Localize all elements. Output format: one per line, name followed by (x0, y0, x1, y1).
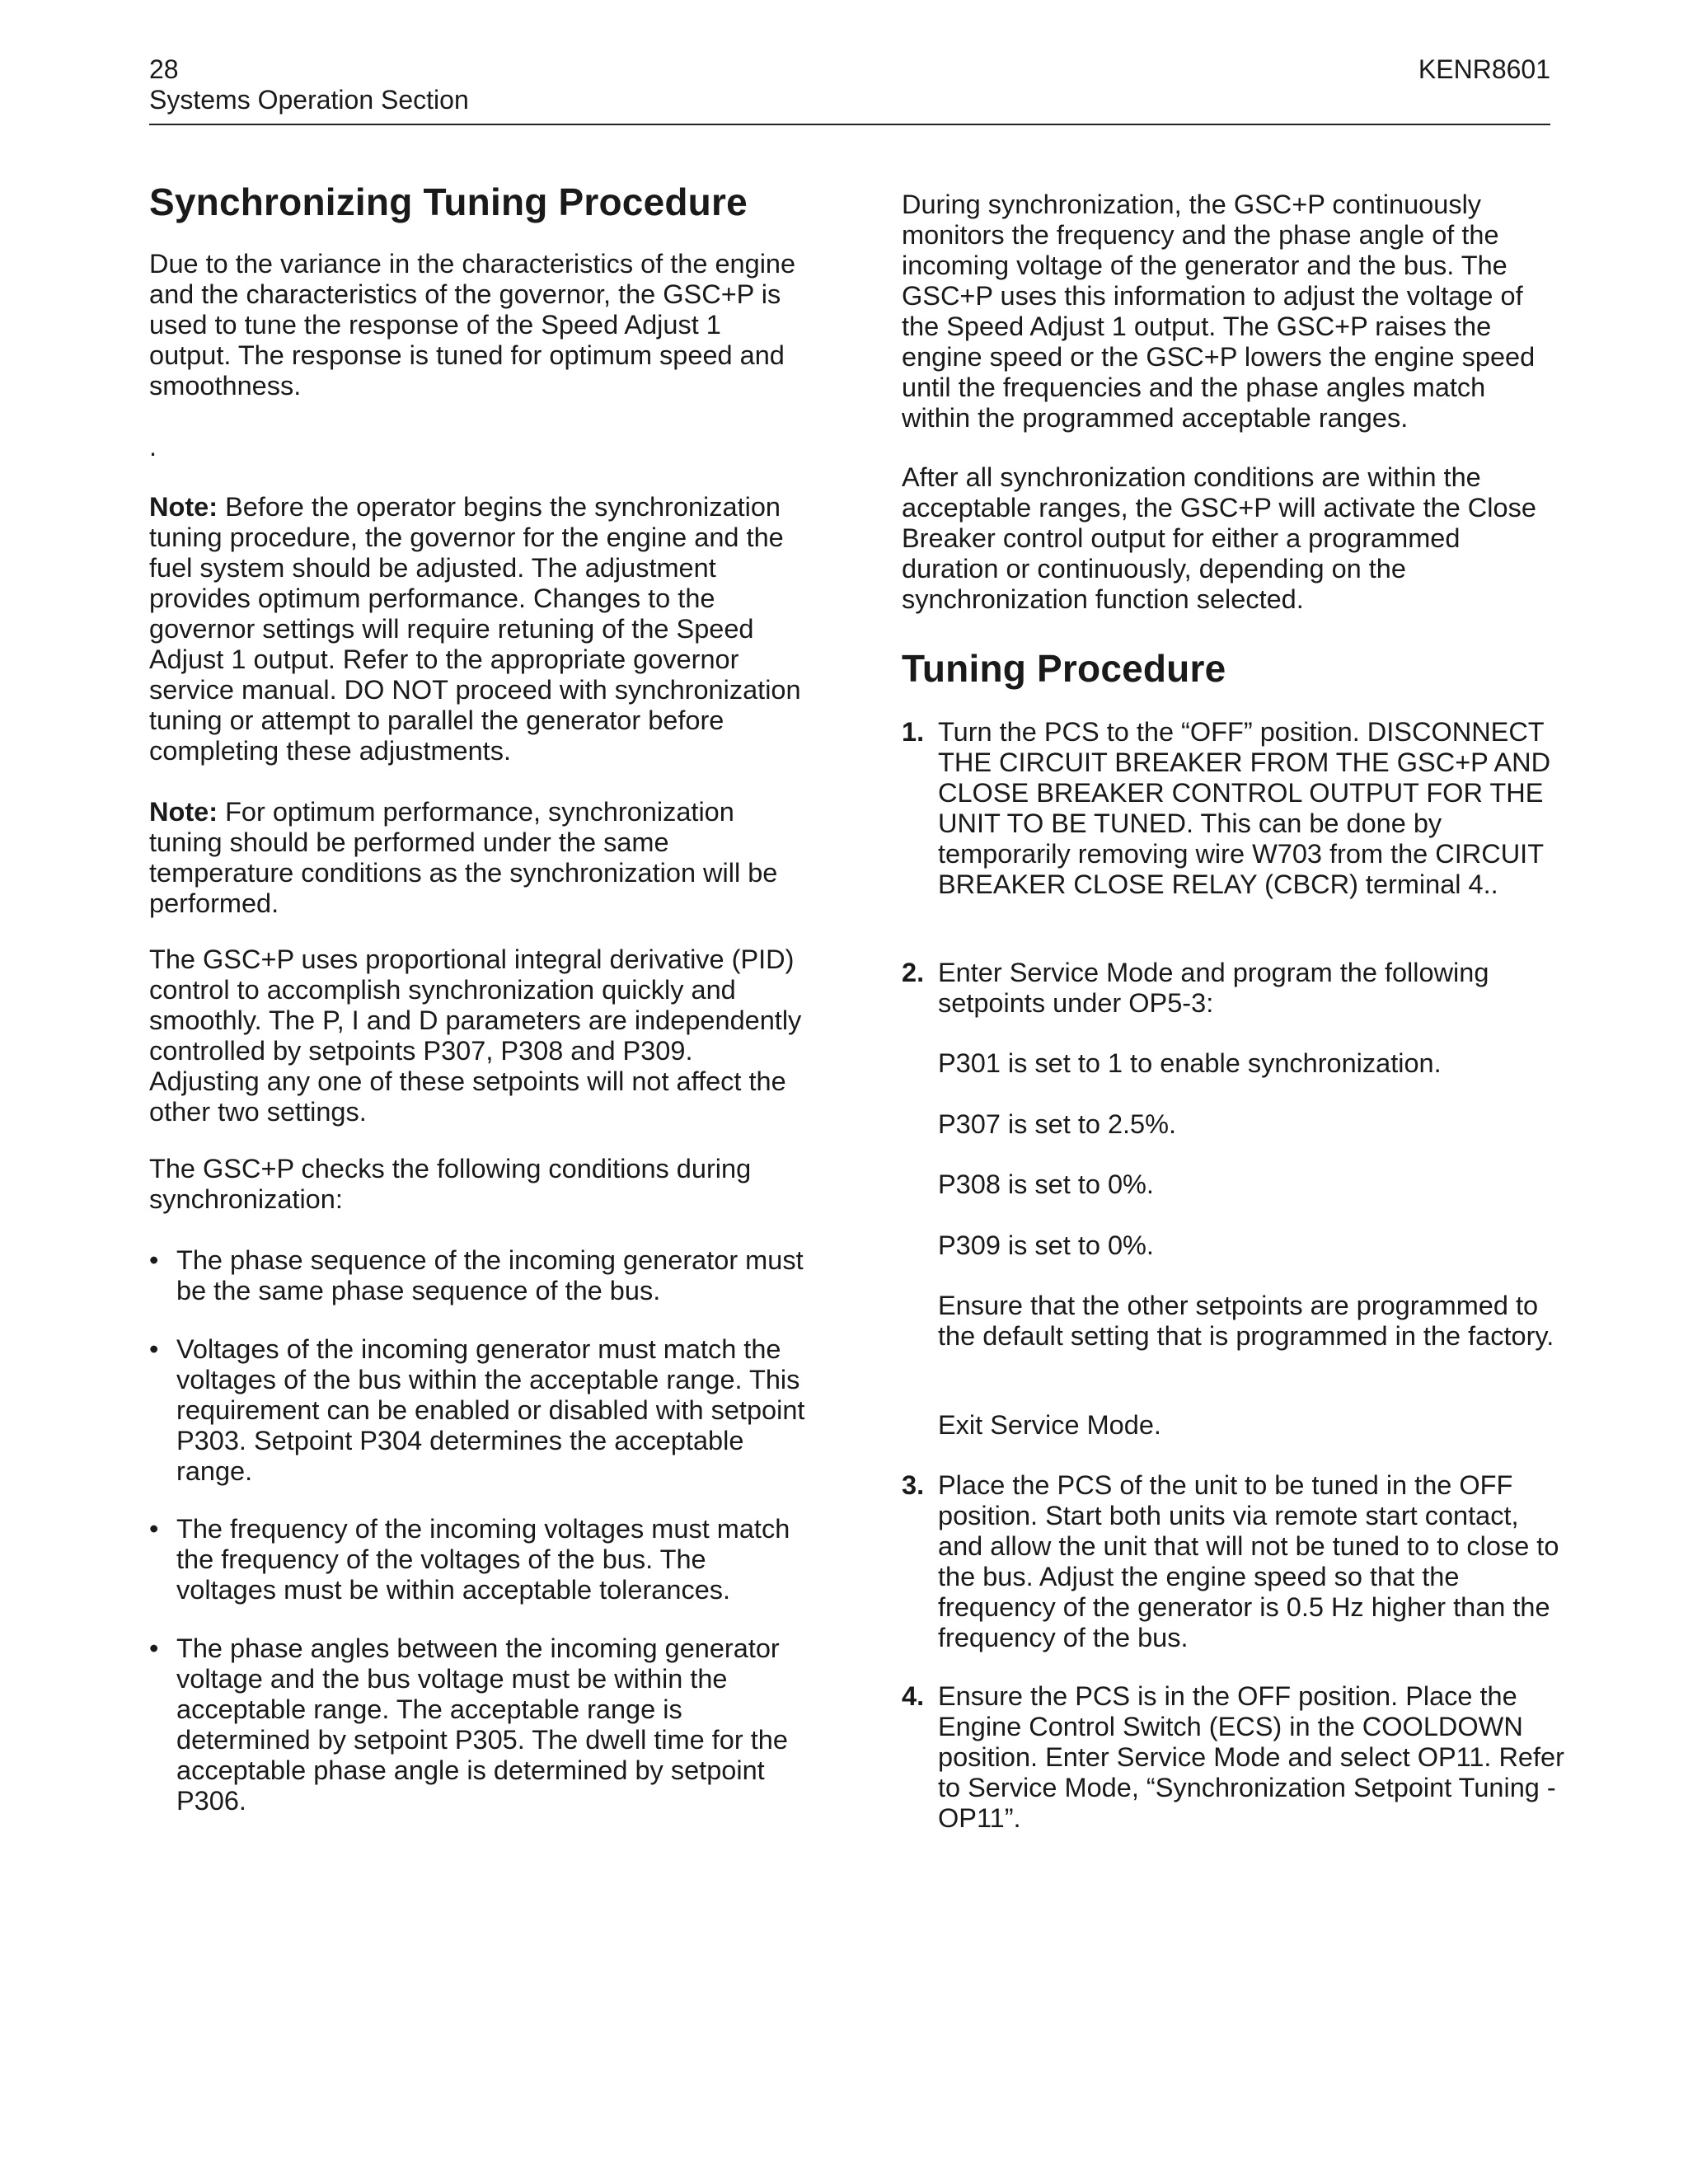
pid-paragraph: The GSC+P uses proportional integral derivative (PID) control to accomplish synchronization quickly and smoothly. The P, I and D parameters are independently controlled by setpoints P307, P308 and P309. Adjusting any one of these setpoints will not affect the other two settings. (149, 944, 802, 1127)
step-text: Turn the PCS to the “OFF” position. DISCONNECT THE CIRCUIT BREAKER FROM THE GSC+P AND CLOSE BREAKER CONTROL OUTPUT FOR THE UNIT TO BE TUNED. This can be done by temporarily removing wire W703 from the CIRCUIT BREAKER CLOSE RELAY (CBCR) terminal 4.. (938, 717, 1551, 899)
bullet-text: Voltages of the incoming generator must match the voltages of the bus within the acceptable range. This requirement can be enabled or disabled with setpoint P303. Setpoint P304 determines the acceptable range. (176, 1334, 805, 1486)
step-text: Place the PCS of the unit to be tuned in the OFF position. Start both units via remote start contact, and allow the unit that will not be tuned to to close to the bus. Adjust the engine speed so that the frequency of the generator is 0.5 Hz higher than the frequency of the bus. (938, 1470, 1559, 1652)
list-item (902, 958, 1569, 1019)
bullet-icon: • (149, 1514, 159, 1544)
note-2-label: Note: (149, 797, 218, 827)
list-item (149, 1245, 809, 1306)
document-id: KENR8601 (1418, 54, 1550, 84)
breaker-paragraph: After all synchronization conditions are within the acceptable ranges, the GSC+P will activate the Close Breaker control output for either a programmed duration or continuously, depending on the synchronization function selected. (902, 462, 1536, 614)
list-item (149, 1633, 809, 1816)
stray-dot: . (149, 432, 157, 462)
note-1 (149, 492, 809, 766)
conditions-intro: The GSC+P checks the following conditions during synchronization: (149, 1154, 752, 1214)
setpoint-item: P309 is set to 0%. (938, 1230, 1154, 1260)
bullet-text: The phase sequence of the incoming generator must be the same phase sequence of the bus. (176, 1245, 804, 1305)
page-header (149, 54, 1550, 125)
list-item (149, 1334, 809, 1487)
header-left (149, 54, 469, 115)
section-heading: Synchronizing Tuning Procedure (149, 180, 748, 223)
step-number: 4. (902, 1681, 925, 1711)
intro-paragraph: Due to the variance in the characteristics of the engine and the characteristics of the governor, the GSC+P is used to tune the response of the Speed Adjust 1 output. The response is tuned for optimum speed and smoothness. (149, 249, 796, 401)
bullet-text: The frequency of the incoming voltages must match the frequency of the voltages of the bus. The voltages must be within acceptable tolerances. (176, 1514, 790, 1605)
sync-paragraph: During synchronization, the GSC+P continuously monitors the frequency and the phase angle of the incoming voltage of the generator and the bus. The GSC+P uses this information to adjust the voltage of the Speed Adjust 1 output. The GSC+P raises the engine speed or the GSC+P lowers the engine speed until the frequencies and the phase angles match within the programmed acceptable ranges. (902, 190, 1536, 433)
bullet-icon: • (149, 1245, 159, 1275)
note-1-text: Before the operator begins the synchronization tuning procedure, the governor for the engine and the fuel system should be adjusted. The adjustment provides optimum performance. Changes to the governor settings will require retuning of the Speed Adjust 1 output. Refer to the appropriate governor service manual. DO NOT proceed with synchronization tuning or attempt to parallel the generator before completing these adjustments. (149, 492, 801, 766)
bullet-icon: • (149, 1633, 159, 1663)
list-item (902, 1470, 1569, 1653)
setpoint-item: Exit Service Mode. (938, 1410, 1161, 1440)
setpoint-item: P301 is set to 1 to enable synchronization. (938, 1048, 1442, 1078)
step-text: Ensure the PCS is in the OFF position. Place the Engine Control Switch (ECS) in the COOLDOWN position. Enter Service Mode and select OP11. Refer to Service Mode, “Synchronization Setpoint Tuning - OP11”. (938, 1681, 1564, 1833)
list-item (902, 717, 1569, 900)
section-name: Systems Operation Section (149, 85, 469, 115)
bullet-text: The phase angles between the incoming generator voltage and the bus voltage must be within the acceptable range. The acceptable range is determined by setpoint P305. The dwell time for the acceptable phase angle is determined by setpoint P306. (176, 1633, 788, 1816)
page-number: 28 (149, 54, 179, 84)
step-number: 1. (902, 717, 925, 747)
note-2 (149, 797, 809, 919)
list-item (149, 1514, 809, 1605)
setpoint-item: P307 is set to 2.5%. (938, 1109, 1177, 1139)
note-2-text: For optimum performance, synchronization tuning should be performed under the same temperature conditions as the synchronization will be performed. (149, 797, 778, 918)
tuning-heading: Tuning Procedure (902, 647, 1226, 690)
step-number: 2. (902, 958, 925, 987)
step-number: 3. (902, 1470, 925, 1500)
note-1-label: Note: (149, 492, 218, 522)
bullet-icon: • (149, 1334, 159, 1364)
step-text: Enter Service Mode and program the following setpoints under OP5-3: (938, 958, 1489, 1018)
setpoint-item: P308 is set to 0%. (938, 1169, 1154, 1199)
setpoint-item: Ensure that the other setpoints are programmed to the default setting that is programmed in the factory. (938, 1291, 1554, 1351)
list-item (902, 1681, 1569, 1834)
